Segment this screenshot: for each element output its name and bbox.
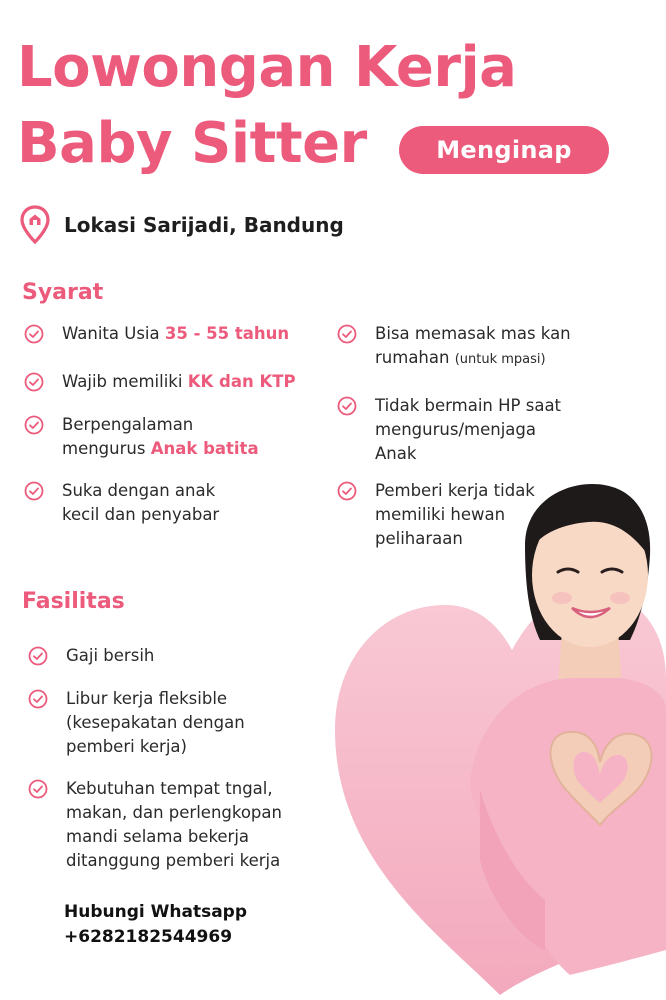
- check-circle-icon: [24, 324, 44, 344]
- syarat-item: [24, 322, 289, 346]
- check-circle-icon: [28, 689, 48, 709]
- location-row: [20, 205, 344, 245]
- syarat-item: [337, 322, 571, 372]
- syarat-item: [24, 413, 259, 461]
- syarat-item-text: Bisa memasak mas kan rumahan (untuk mpasi): [375, 324, 571, 367]
- contact-label: Hubungi Whatsapp: [64, 902, 247, 922]
- check-circle-icon: [28, 779, 48, 799]
- syarat-item: [24, 370, 296, 394]
- hero-illustration: [330, 480, 666, 1000]
- check-circle-icon: [337, 324, 357, 344]
- fasilitas-heading: Fasilitas: [22, 589, 125, 614]
- check-circle-icon: [24, 481, 44, 501]
- location-text: Lokasi Sarijadi, Bandung: [64, 213, 344, 237]
- check-circle-icon: [337, 396, 357, 416]
- contact-block: [64, 900, 247, 950]
- fasilitas-item-text: Kebutuhan tempat tngal, makan, dan perlengkopan mandi selama bekerja ditanggung pemberi kerja: [66, 779, 282, 870]
- title-line-1: Lowongan Kerja: [17, 35, 517, 100]
- syarat-item-text: Wanita Usia 35 - 55 tahun: [62, 324, 290, 343]
- menginap-badge: Menginap: [399, 126, 609, 174]
- fasilitas-item-text: Libur kerja fleksible (kesepakatan dengan pemberi kerja): [66, 689, 245, 756]
- check-circle-icon: [28, 646, 48, 666]
- title-line-2: Baby Sitter: [17, 111, 367, 176]
- syarat-item-text: Suka dengan anak kecil dan penyabar: [62, 481, 220, 524]
- check-circle-icon: [24, 415, 44, 435]
- check-circle-icon: [24, 372, 44, 392]
- syarat-item-text: Tidak bermain HP saat mengurus/menjaga Anak: [375, 396, 562, 463]
- syarat-item: [24, 479, 219, 527]
- syarat-item: [337, 394, 561, 466]
- syarat-item-text: Pemberi kerja tidak memiliki hewan peliharaan: [375, 481, 535, 548]
- location-pin-icon: [20, 205, 50, 245]
- fasilitas-item-text: Gaji bersih: [66, 646, 155, 665]
- syarat-item-text: Berpengalaman mengurus Anak batita: [62, 415, 259, 458]
- syarat-item-text: Wajib memiliki KK dan KTP: [62, 372, 296, 391]
- fasilitas-item: [28, 687, 245, 759]
- fasilitas-item: [28, 644, 154, 668]
- syarat-heading: Syarat: [22, 280, 104, 305]
- fasilitas-item: [28, 777, 282, 873]
- contact-phone[interactable]: +6282182544969: [64, 927, 233, 947]
